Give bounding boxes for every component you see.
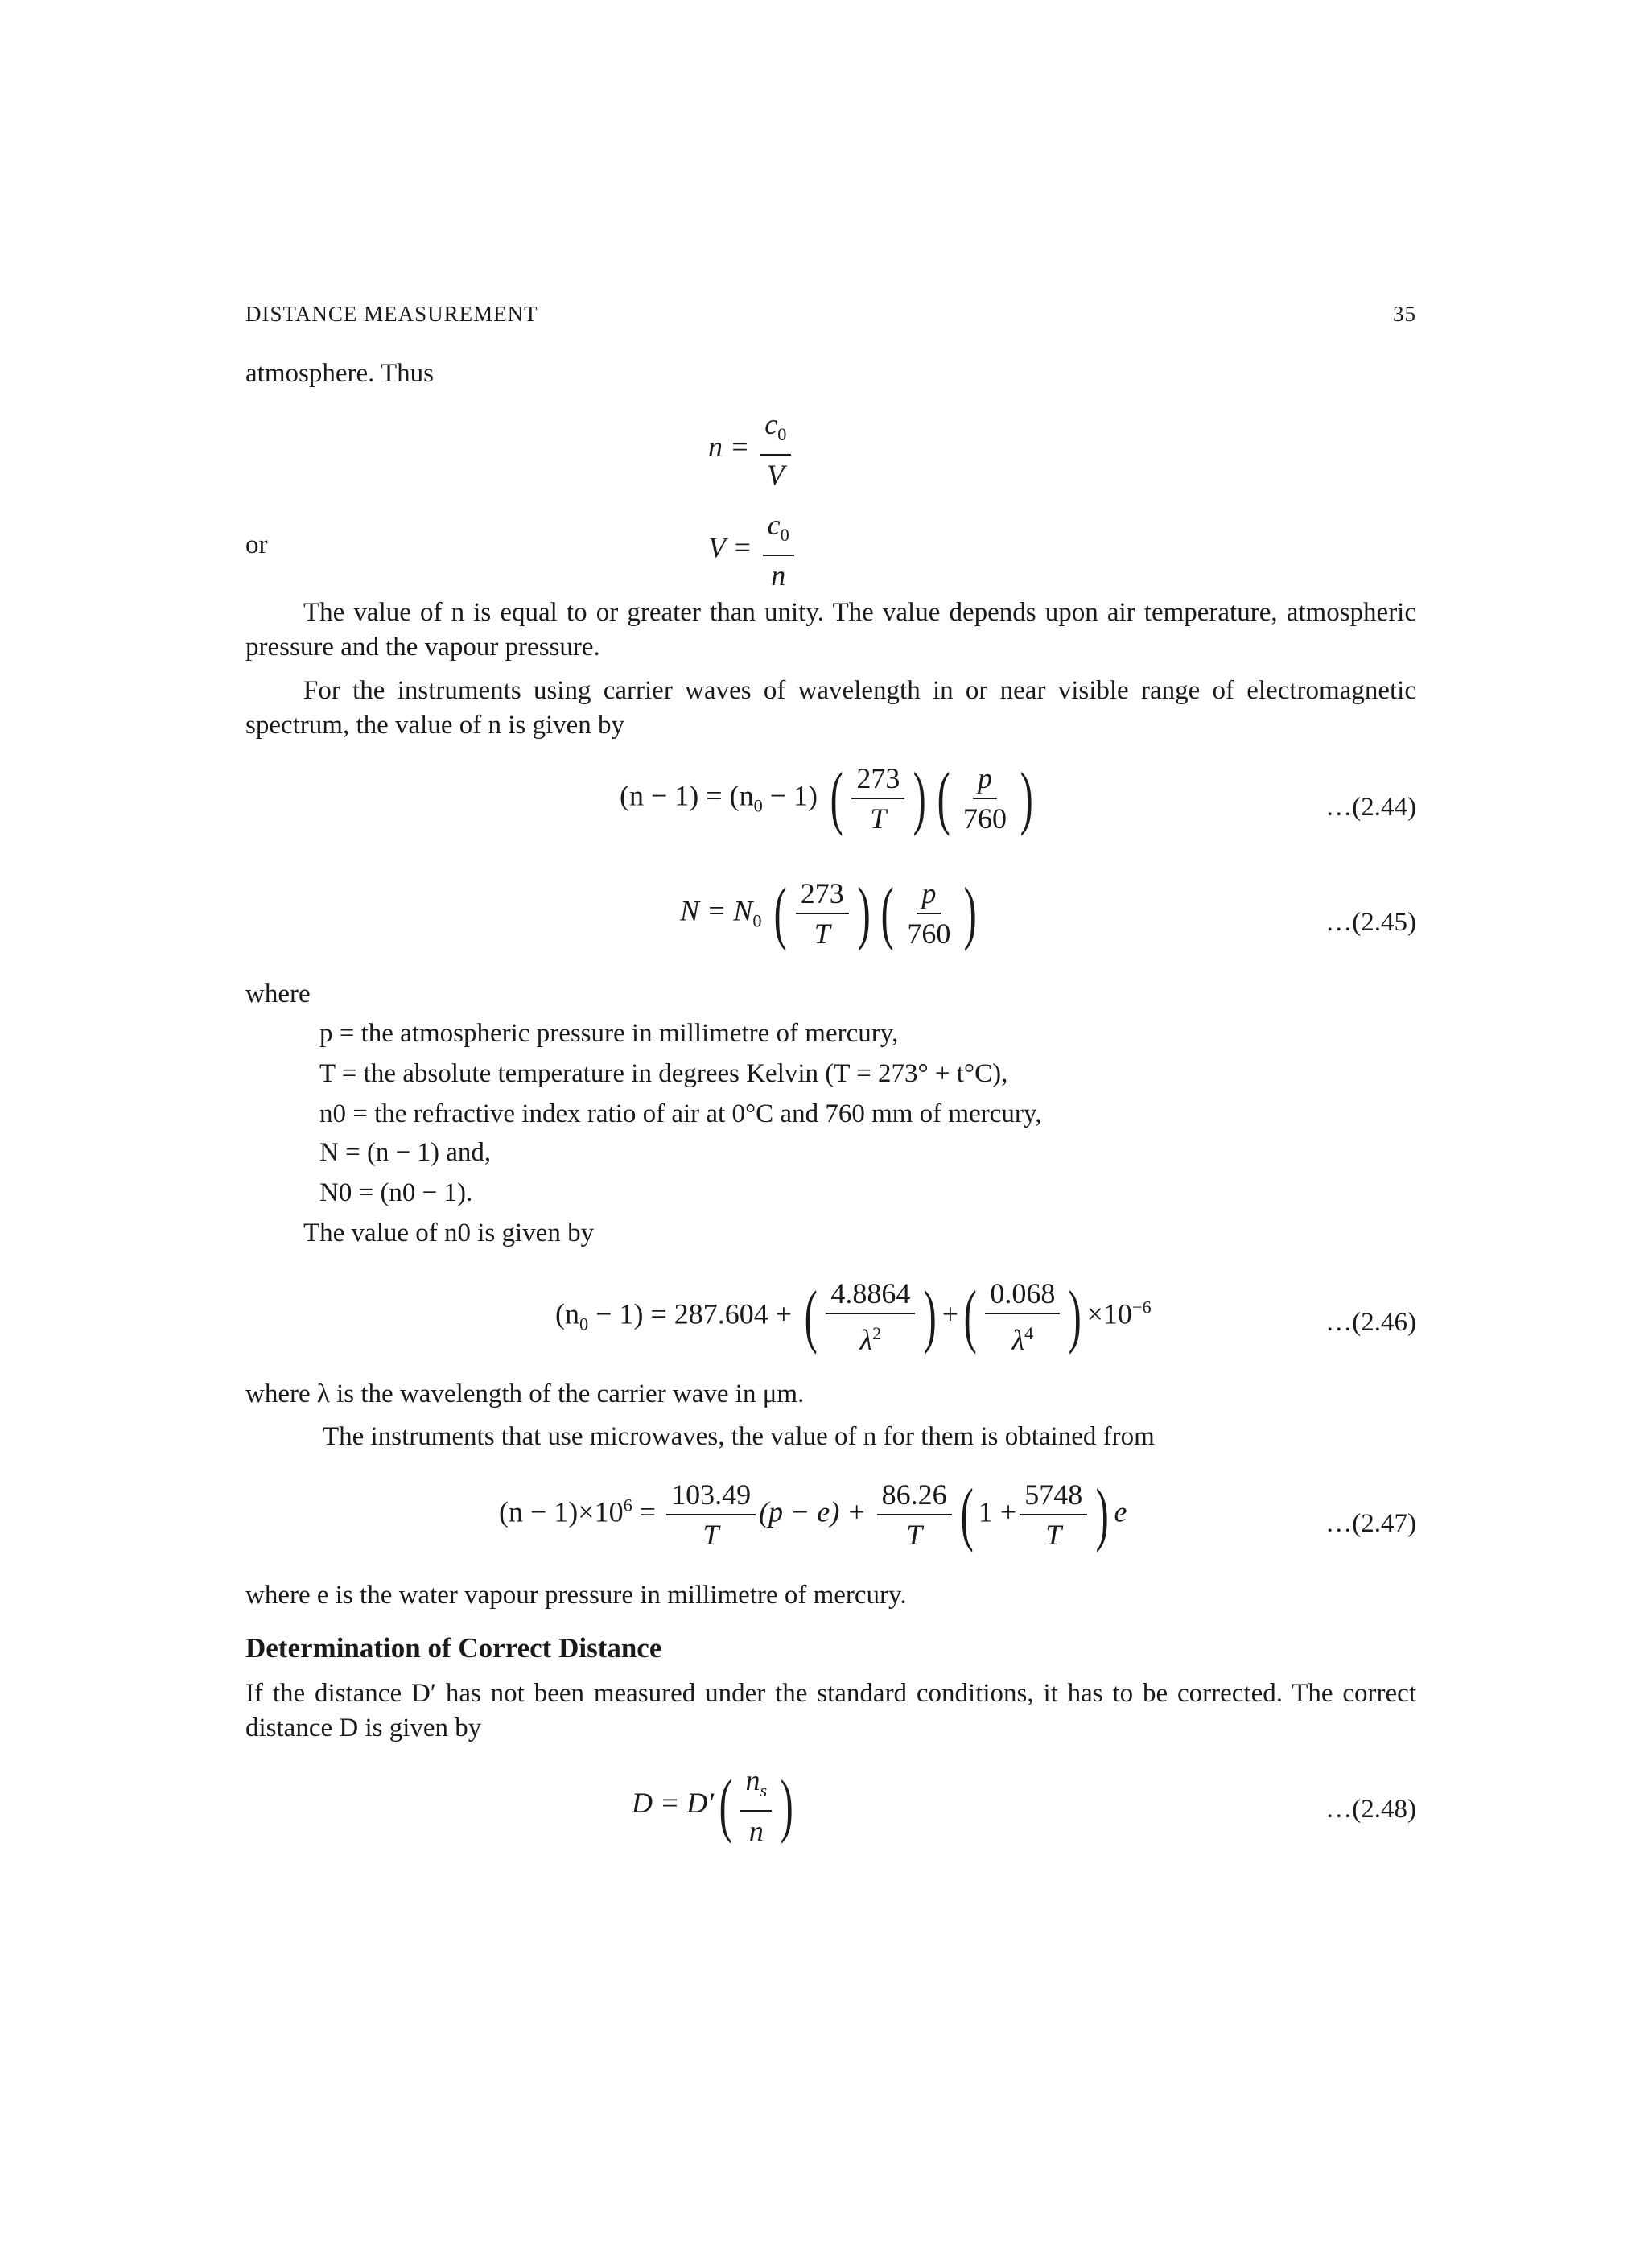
denominator: T — [702, 1519, 719, 1551]
equation-v-definition — [708, 507, 797, 593]
equation-number-2-47: …(2.47) — [1325, 1509, 1416, 1538]
fraction-p-over-760 — [958, 761, 1011, 836]
lambda-definition: where λ is the wavelength of the carrier wave in μm. — [245, 1379, 805, 1408]
fraction-273-over-t — [851, 761, 904, 836]
left-paren: ( — [804, 1277, 818, 1355]
numerator: 4.8864 — [826, 1276, 915, 1314]
intro-text: atmosphere. Thus — [245, 359, 435, 388]
eq-lhs: N = N — [680, 894, 753, 927]
exponent: 6 — [623, 1495, 632, 1515]
exponent: −6 — [1131, 1297, 1152, 1318]
equation-2-47 — [499, 1477, 1127, 1553]
fraction — [760, 406, 791, 493]
equation-2-46 — [555, 1276, 1152, 1358]
left-paren: ( — [719, 1766, 732, 1845]
eq-lhs: D = D′ — [632, 1786, 715, 1819]
equation-number-2-46: …(2.46) — [1325, 1308, 1416, 1337]
denominator: λ — [1011, 1324, 1025, 1356]
equation-2-45 — [680, 876, 983, 951]
definition-cap-n0: N0 = (n0 − 1). — [319, 1178, 473, 1207]
subscript: 0 — [780, 525, 789, 546]
superscript: 2 — [872, 1323, 882, 1343]
fraction — [763, 507, 794, 593]
denominator: T — [814, 918, 830, 950]
subscript: 0 — [752, 910, 762, 931]
denominator: T — [870, 802, 887, 835]
fraction-4-8864 — [826, 1276, 915, 1358]
numerator: 5748 — [1020, 1477, 1087, 1515]
eq-lhs: (n — [555, 1297, 579, 1330]
definition-t: T = the absolute temperature in degrees Kelvin (T = 273° + t°C), — [319, 1059, 1008, 1088]
equation-2-44 — [620, 761, 1038, 836]
equation-number-2-48: …(2.48) — [1325, 1795, 1416, 1824]
right-paren: ) — [1068, 1277, 1082, 1355]
denominator: n — [771, 559, 786, 592]
eq-lhs-tail: − 1) = 287.604 + — [588, 1297, 793, 1330]
plus-sign: + — [941, 1297, 958, 1330]
definition-n: N = (n − 1) and, — [319, 1138, 492, 1167]
e-definition: where e is the water vapour pressure in millimetre of mercury. — [245, 1581, 907, 1610]
definition-n0: n0 = the refractive index ratio of air at 0°C and 760 mm of mercury, — [319, 1099, 1042, 1128]
left-paren: ( — [937, 759, 950, 837]
numerator: 273 — [851, 761, 904, 799]
denominator: T — [1045, 1519, 1062, 1551]
eq-lhs: (n − 1)×10 — [499, 1495, 624, 1528]
one-plus: 1 + — [978, 1495, 1017, 1528]
right-paren: ) — [923, 1277, 937, 1355]
section-heading: Determination of Correct Distance — [245, 1632, 662, 1664]
right-paren: ) — [857, 874, 871, 952]
equation-2-48 — [632, 1763, 798, 1849]
left-paren: ( — [830, 759, 843, 837]
denominator: V — [766, 459, 785, 492]
right-paren: ) — [913, 759, 927, 837]
numerator: 0.068 — [985, 1276, 1060, 1314]
numerator: 86.26 — [877, 1477, 952, 1515]
paragraph-visible-range: For the instruments using carrier waves of wavelength in or near visible range of electromagnetic spectrum, the value of n is given by — [245, 676, 1416, 740]
denominator: T — [906, 1519, 923, 1551]
equation-number-2-45: …(2.45) — [1325, 908, 1416, 937]
numerator: p — [973, 761, 997, 799]
times-ten: ×10 — [1086, 1297, 1132, 1330]
numerator: 103.49 — [666, 1477, 756, 1515]
subscript: 0 — [777, 424, 787, 445]
definition-p: p = the atmospheric pressure in millimetre of mercury, — [319, 1019, 899, 1048]
eq-lhs: n = — [708, 430, 750, 463]
p-minus-e: (p − e) + — [759, 1495, 867, 1528]
fraction-ns-over-n — [740, 1763, 772, 1849]
page-number: 35 — [1393, 302, 1416, 326]
right-paren: ) — [1020, 759, 1033, 837]
numerator: n — [745, 1764, 760, 1796]
eq-lhs: (n − 1) = (n — [620, 779, 754, 812]
left-paren: ( — [880, 874, 894, 952]
left-paren: ( — [963, 1277, 977, 1355]
paragraph-correct-distance: If the distance D′ has not been measured under the standard conditions, it has to be corrected. The correct distance D is given by — [245, 1679, 1416, 1742]
or-label: or — [245, 530, 268, 559]
numerator: 273 — [796, 876, 849, 914]
denominator: 760 — [962, 802, 1007, 835]
microwave-paragraph: The instruments that use microwaves, the value of n for them is obtained from — [323, 1422, 1155, 1451]
running-title: DISTANCE MEASUREMENT — [245, 302, 538, 326]
right-paren: ) — [964, 874, 978, 952]
fraction-p-over-760 — [902, 876, 955, 951]
fraction-103-49 — [666, 1477, 756, 1553]
where-label: where — [245, 979, 311, 1008]
denominator: n — [748, 1815, 764, 1848]
paragraph-refractive-index: The value of n is equal to or greater than unity. The value depends upon air temperature, atmospheric pressure and the vapour pressure. — [245, 598, 1416, 662]
subscript: s — [760, 1780, 768, 1801]
equation-number-2-44: …(2.44) — [1325, 793, 1416, 822]
numerator: p — [917, 876, 941, 914]
denominator: 760 — [907, 918, 951, 950]
fraction-273-over-t — [796, 876, 849, 951]
eq-lhs-tail: − 1) — [762, 779, 818, 812]
superscript: 4 — [1024, 1323, 1034, 1343]
right-paren: ) — [1095, 1475, 1109, 1553]
numerator: c — [767, 509, 781, 541]
equation-n-definition — [708, 406, 794, 493]
n0-intro: The value of n0 is given by — [303, 1219, 595, 1247]
left-paren: ( — [774, 874, 788, 952]
equals: = — [632, 1495, 657, 1528]
subscript: 0 — [579, 1313, 589, 1334]
fraction-86-26 — [877, 1477, 952, 1553]
numerator: c — [764, 408, 778, 440]
denominator: λ — [859, 1324, 873, 1356]
eq-lhs: V = — [708, 530, 752, 563]
subscript: 0 — [753, 795, 763, 816]
fraction-5748 — [1020, 1477, 1087, 1553]
vapour-pressure-e: e — [1114, 1495, 1127, 1528]
right-paren: ) — [780, 1766, 793, 1845]
fraction-0-068 — [985, 1276, 1060, 1358]
left-paren: ( — [960, 1475, 974, 1553]
